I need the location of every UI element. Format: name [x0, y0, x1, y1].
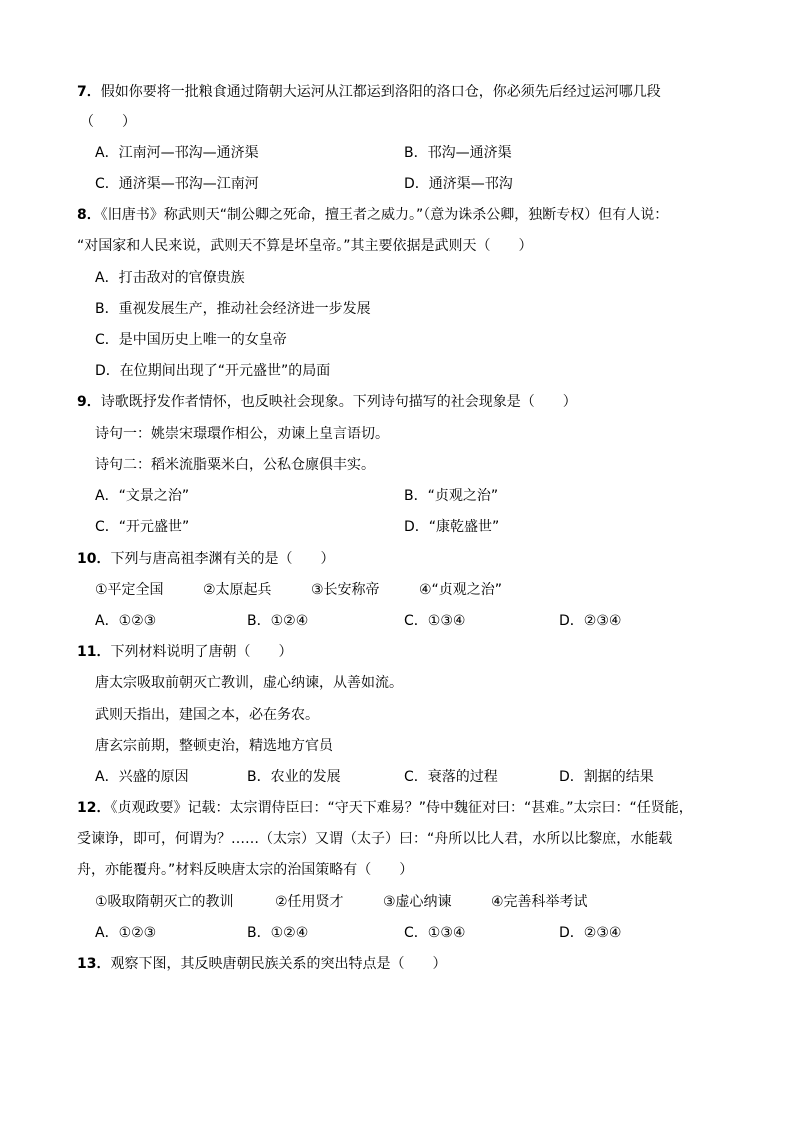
statement-3: ③虚心纳谏	[383, 894, 452, 910]
question-10-stem: 10．下列与唐高祖李渊有关的是（ ）	[77, 551, 335, 567]
option-a[interactable]: A．兴盛的原因	[95, 769, 189, 785]
option-b[interactable]: B．重视发展生产，推动社会经济进一步发展	[95, 301, 371, 317]
statement-2: ②太原起兵	[203, 582, 272, 598]
statement-4: ④“贞观之治”	[419, 582, 503, 598]
option-a[interactable]: A．打击敌对的官僚贵族	[95, 270, 245, 286]
statement-4: ④完善科举考试	[491, 894, 588, 910]
question-number: 10．	[77, 551, 111, 567]
option-c[interactable]: C．是中国历史上唯一的女皇帝	[95, 332, 287, 348]
option-d[interactable]: D．通济渠—邗沟	[404, 176, 513, 192]
question-12-stem-line3: 舟，亦能覆舟。”材料反映唐太宗的治国策略有（ ）	[77, 862, 414, 878]
question-11-stem: 11．下列材料说明了唐朝（ ）	[77, 644, 293, 660]
statement-1: ①平定全国	[95, 582, 164, 598]
statement-1: ①吸取隋朝灭亡的教训	[95, 894, 234, 910]
option-d[interactable]: D．②③④	[559, 613, 622, 629]
question-13-stem: 13．观察下图，其反映唐朝民族关系的突出特点是（ ）	[77, 956, 447, 972]
option-c[interactable]: C．衰落的过程	[404, 769, 498, 785]
question-8-stem-line1: 8．《旧唐书》称武则天“制公卿之死命，擅王者之威力。”（意为诛杀公卿，独断专权）但有人说：	[77, 207, 669, 223]
option-a[interactable]: A．“文景之治”	[95, 488, 190, 504]
option-b[interactable]: B．①②④	[247, 613, 309, 629]
question-number: 12．	[77, 800, 111, 816]
option-c[interactable]: C．①③④	[404, 613, 466, 629]
poem-line-2: 诗句二：稻米流脂粟米白，公私仓廪俱丰实。	[95, 457, 375, 473]
statement-2: ②任用贤才	[275, 894, 344, 910]
option-a[interactable]: A．江南河—邗沟—通济渠	[95, 145, 259, 161]
option-d[interactable]: D．②③④	[559, 925, 622, 941]
material-line-3: 唐玄宗前期，整顿吏治，精选地方官员	[95, 738, 333, 754]
option-b[interactable]: B．农业的发展	[247, 769, 341, 785]
question-7-stem-line2: （ ）	[80, 114, 136, 130]
option-b[interactable]: B．“贞观之治”	[404, 488, 499, 504]
question-7-stem-line1: 7．假如你要将一批粮食通过隋朝大运河从江都运到洛阳的洛口仓，你必须先后经过运河哪几段	[77, 84, 661, 100]
question-number: 13．	[77, 956, 111, 972]
option-b[interactable]: B．①②④	[247, 925, 309, 941]
question-number: 8．	[77, 207, 101, 223]
option-c[interactable]: C．通济渠—邗沟—江南河	[95, 176, 259, 192]
material-line-1: 唐太宗吸取前朝灭亡教训，虚心纳谏，从善如流。	[95, 675, 403, 691]
option-c[interactable]: C．①③④	[404, 925, 466, 941]
option-d[interactable]: D．在位期间出现了“开元盛世”的局面	[95, 363, 331, 379]
option-d[interactable]: D．“康乾盛世”	[404, 519, 500, 535]
option-b[interactable]: B．邗沟—通济渠	[404, 145, 512, 161]
question-12-stem-line1: 12．《贞观政要》记载：太宗谓侍臣曰：“守天下难易？”侍中魏征对曰：“甚难。”太宗曰：“任贤能，	[77, 800, 693, 816]
option-c[interactable]: C．“开元盛世”	[95, 519, 190, 535]
question-12-stem-line2: 受谏诤，即可，何谓为？……（太宗）又谓（太子）曰：“舟所以比人君，水所以比黎庶，水能载	[77, 831, 673, 847]
poem-line-1: 诗句一：姚崇宋璟環作相公，劝谏上皇言语切。	[95, 426, 389, 442]
option-a[interactable]: A．①②③	[95, 925, 157, 941]
question-number: 11．	[77, 644, 111, 660]
question-number: 9．	[77, 394, 101, 410]
material-line-2: 武则天指出，建国之本，必在务农。	[95, 707, 319, 723]
statement-3: ③长安称帝	[311, 582, 380, 598]
question-8-stem-line2: “对国家和人民来说，武则天不算是坏皇帝。”其主要依据是武则天（ ）	[77, 238, 533, 254]
question-number: 7．	[77, 84, 101, 100]
option-d[interactable]: D．割据的结果	[559, 769, 654, 785]
option-a[interactable]: A．①②③	[95, 613, 157, 629]
question-9-stem: 9．诗歌既抒发作者情怀，也反映社会现象。下列诗句描写的社会现象是（ ）	[77, 394, 577, 410]
